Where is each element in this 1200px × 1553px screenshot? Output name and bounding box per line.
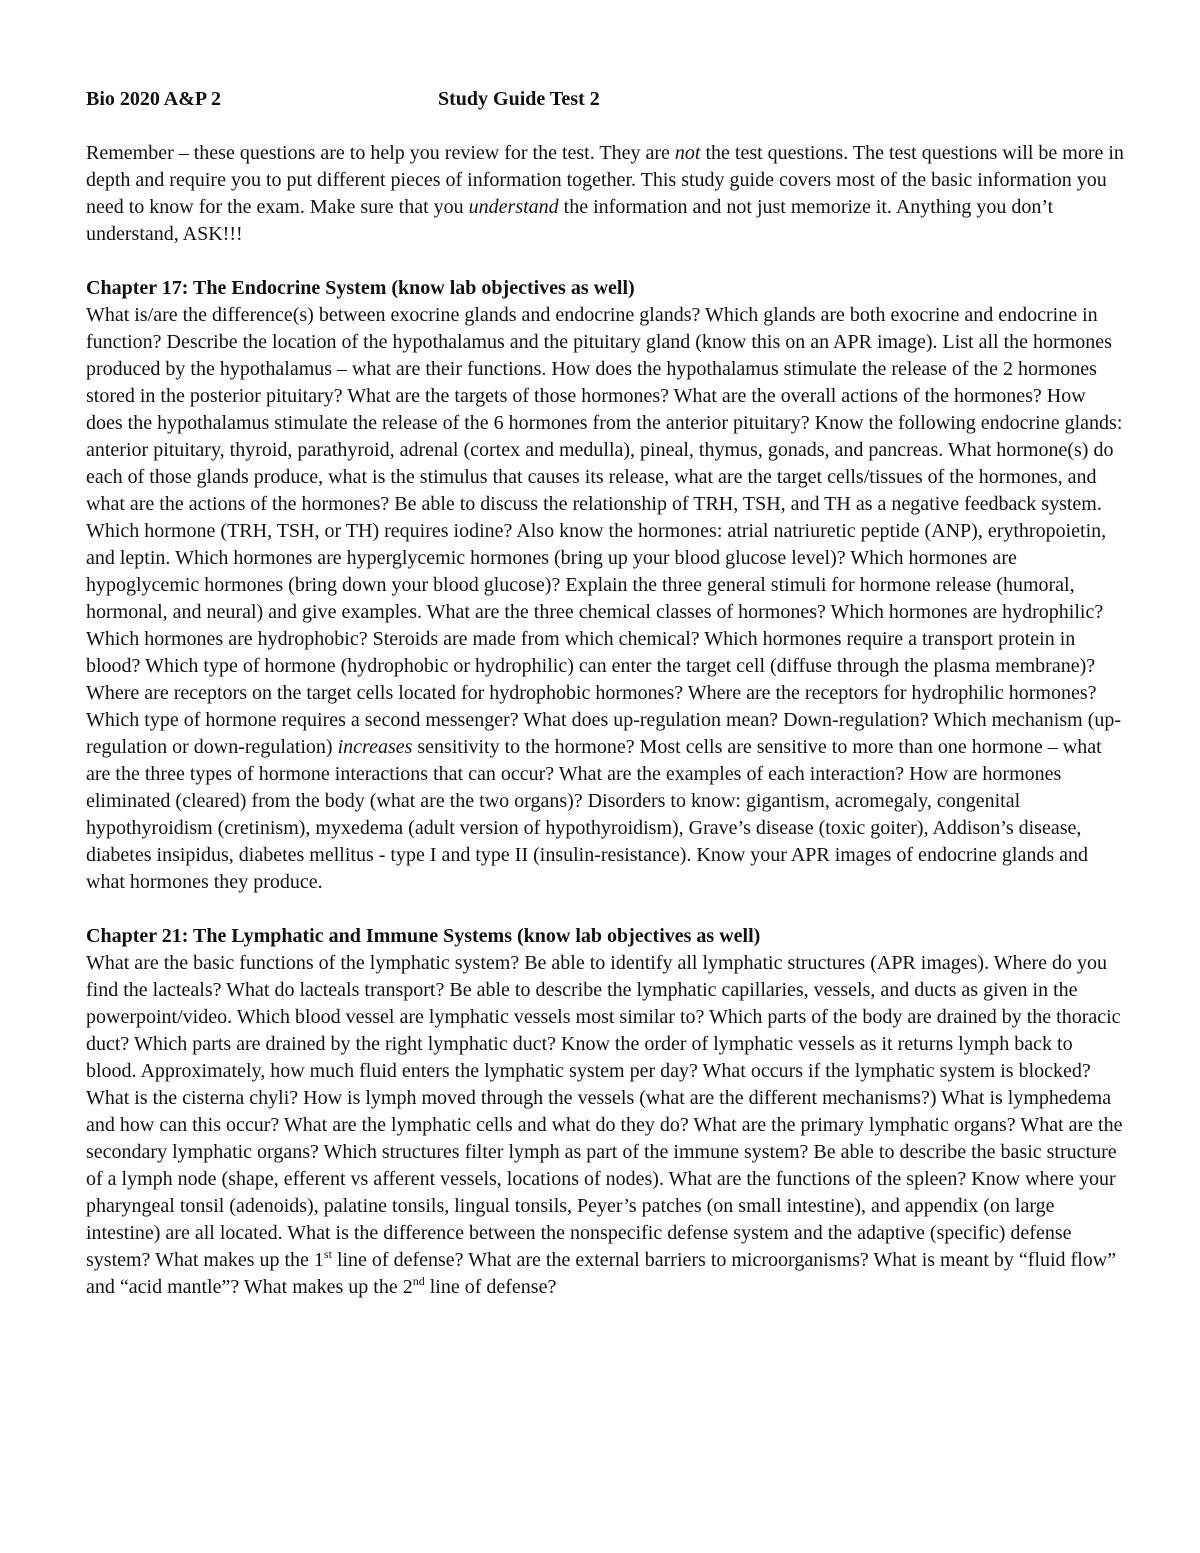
chapter-17-body-part1: What is/are the difference(s) between exocrine glands and endocrine glands? Which glands are both exocrine and endocrine in function? Describe the location of the hypothalamus and the pituitary gland (know this on an APR image). List all the hormones produced by the hypothalamus – what are their functions. How does the hypothalamus stimulate the release of the 2 hormones stored in the posterior pituitary? What are the targets of those hormones? What are the overall actions of the hormones? How does the hypothalamus stimulate the release of the 6 hormones from the anterior pituitary? Know the following endocrine glands: anterior pituitary, thyroid, parathyroid, adrenal (cortex and medulla), pineal, thymus, gonads, and pancreas. What hormone(s) do each of those glands produce, what is the stimulus that causes its release, what are the target cells/tissues of the hormones, and what are the actions of the hormones? Be able to discuss the relationship of TRH, TSH, and TH as a negative feedback system. Which hormone (TRH, TSH, or TH) requires iodine? Also know the hormones: atrial natriuretic peptide (ANP), erythropoietin, and leptin. Which hormones are hyperglycemic hormones (bring up your blood glucose level)? Which hormones are hypoglycemic hormones (bring down your blood glucose)? Explain the three general stimuli for hormone release (humoral, hormonal, and neural) and give examples. What are the three chemical classes of hormones? Which hormones are hydrophilic? Which hormones are hydrophobic? Steroids are made from which chemical? Which hormones require a transport protein in blood? Which type of hormone (hydrophobic or hydrophilic) can enter the target cell (diffuse through the plasma membrane)? Where are receptors on the target cells located for hydrophobic hormones? Where are the receptors for hydrophilic hormones? Which type of hormone requires a second messenger? What does up-regulation mean? Down-regulation? Which mechanism (up-regulation or down-regulation) xyxy=(86,304,1123,758)
chapter-21-body xyxy=(86,950,1126,1301)
document-page xyxy=(86,86,1126,1301)
chapter-17-emphasis-increases: increases xyxy=(337,736,413,758)
document-title: Study Guide Test 2 xyxy=(438,88,600,110)
intro-text-part3: the information and not just memorize it. Anything you don’t understand, ASK!!! xyxy=(86,196,1054,245)
intro-text xyxy=(86,140,1126,248)
chapter-17-heading: Chapter 17: The Endocrine System (know lab objectives as well) xyxy=(86,277,635,299)
chapter-17-body xyxy=(86,302,1126,896)
course-title: Bio 2020 A&P 2 xyxy=(86,88,222,110)
intro-emphasis-understand: understand xyxy=(468,196,559,218)
intro-text-part1: Remember – these questions are to help you review for the test. They are xyxy=(86,142,675,164)
chapter-21-body-part1: What are the basic functions of the lymphatic system? Be able to identify all lymphatic structures (APR images). Where do you find the lacteals? What do lacteals transport? Be able to describe the lymphatic capillaries, vessels, and ducts as given in the powerpoint/video. Which blood vessel are lymphatic vessels most similar to? Which parts of the body are drained by the thoracic duct? Which parts are drained by the right lymphatic duct? Know the order of lymphatic vessels as it returns lymph back to blood. Approximately, how much fluid enters the lymphatic system per day? What occurs if the lymphatic system is blocked? What is the cisterna chyli? How is lymph moved through the vessels (what are the different mechanisms?) What is lymphedema and how can this occur? What are the lymphatic cells and what do they do? What are the primary lymphatic organs? What are the secondary lymphatic organs? Which structures filter lymph as part of the immune system? Be able to describe the basic structure of a lymph node (shape, efferent vs afferent vessels, locations of nodes). What are the functions of the spleen? Know where your pharyngeal tonsil (adenoids), palatine tonsils, lingual tonsils, Peyer’s patches (on small intestine), and appendix (on large intestine) are all located. What is the difference between the nonspecific defense system and the adaptive (specific) defense system? What makes up the 1 xyxy=(86,952,1123,1271)
chapter-21-heading: Chapter 21: The Lymphatic and Immune Systems (know lab objectives as well) xyxy=(86,925,761,947)
intro-paragraph xyxy=(86,140,1126,248)
chapter-17-section xyxy=(86,275,1126,896)
chapter-17-body-part2: sensitivity to the hormone? Most cells are sensitive to more than one hormone – what are the three types of hormone interactions that can occur? What are the examples of each interaction? How are hormones eliminated (cleared) from the body (what are the two organs)? Disorders to know: gigantism, acromegaly, congenital hypothyroidism (cretinism), myxedema (adult version of hypothyroidism), Grave’s disease (toxic goiter), Addison’s disease, diabetes insipidus, diabetes mellitus - type I and type II (insulin-resistance). Know your APR images of endocrine glands and what hormones they produce. xyxy=(86,736,1102,893)
ordinal-superscript-nd: nd xyxy=(412,1274,425,1288)
document-header xyxy=(86,86,1126,113)
chapter-21-body-part2: line of defense? What are the external barriers to microorganisms? What is meant by “fluid flow” and “acid mantle”? What makes up the 2 xyxy=(86,1249,1117,1298)
intro-emphasis-not: not xyxy=(674,142,701,164)
intro-text-part2: the test questions. The test questions will be more in depth and require you to put different pieces of information together. This study guide covers most of the basic information you need to know for the exam. Make sure that you xyxy=(86,142,1124,218)
chapter-21-section xyxy=(86,923,1126,1301)
ordinal-superscript-st: st xyxy=(323,1247,332,1261)
chapter-21-body-part3: line of defense? xyxy=(424,1276,557,1298)
